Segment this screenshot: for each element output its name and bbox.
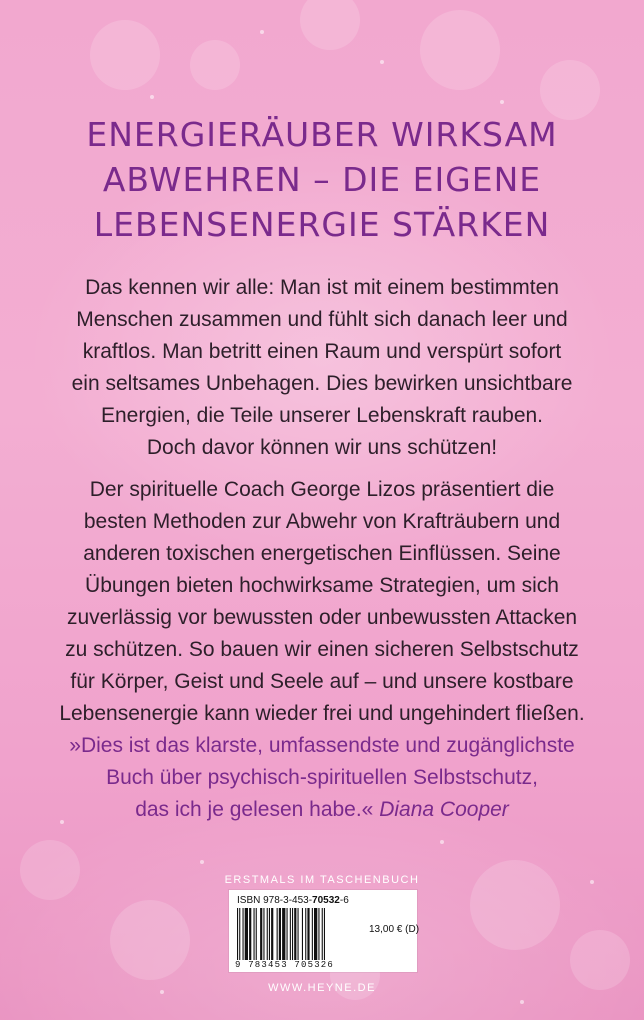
quote-last-line <box>40 794 604 826</box>
quote-line: Buch über psychisch-spirituellen Selbstschutz, <box>106 766 538 789</box>
paragraph-line: kraftlos. Man betritt einen Raum und verspürt sofort <box>82 340 562 363</box>
headline-line: ABWEHREN – DIE EIGENE <box>102 160 542 199</box>
price-label: 13,00 € (D) <box>369 924 420 935</box>
barcode-bar <box>243 908 244 960</box>
isbn-bold: 70532 <box>312 895 340 906</box>
paragraph-line: Menschen zusammen und fühlt sich danach leer und <box>76 308 568 331</box>
barcode-bar <box>249 908 251 960</box>
barcode-bar <box>312 908 313 960</box>
barcode-bar <box>267 908 268 960</box>
paragraph-line: Übungen bieten hochwirksame Strategien, um sich <box>85 574 559 597</box>
barcode-bar <box>260 908 262 960</box>
paragraph-line: Lebensenergie kann wieder frei und ungehindert fließen. <box>59 702 585 725</box>
paragraph-line: Der spirituelle Coach George Lizos präsentiert die <box>89 478 555 501</box>
barcode-bar <box>269 908 270 960</box>
barcode-bar <box>292 908 293 960</box>
paragraph-line: Energien, die Teile unserer Lebenskraft rauben. <box>100 404 544 427</box>
paragraph-line: zuverlässig vor bewussten oder unbewussten Attacken <box>66 606 578 629</box>
barcode-bar <box>314 908 317 960</box>
paragraph-line: anderen toxischen energetischen Einflüssen. Seine <box>83 542 561 565</box>
isbn-suffix: -6 <box>339 895 349 906</box>
barcode-bar <box>271 908 273 960</box>
barcode-bar <box>290 908 291 960</box>
barcode-bar <box>245 908 248 960</box>
barcode-bar <box>256 908 257 960</box>
headline <box>40 112 604 247</box>
description-paragraph <box>40 474 604 730</box>
barcode-bar <box>322 908 323 960</box>
paragraph-line: ein seltsames Unbehagen. Dies bewirken unsichtbare <box>71 372 573 395</box>
endorsement-quote <box>40 730 604 826</box>
barcode-bar <box>237 908 238 960</box>
intro-paragraph <box>40 272 604 464</box>
isbn-number <box>237 895 349 906</box>
barcode-bar <box>298 908 299 960</box>
quote-line: »Dies ist das klarste, umfassendste und zugänglichste <box>69 734 575 757</box>
isbn-prefix: ISBN 978-3-453- <box>237 895 313 906</box>
barcode-digits: 9 783453 705326 <box>235 960 335 970</box>
barcode-bar <box>302 908 303 960</box>
paragraph-line: Doch davor können wir uns schützen! <box>146 436 498 459</box>
barcode-bar <box>254 908 255 960</box>
paragraph-line: zu schützen. So bauen wir einen sicheren Selbstschutz <box>65 638 579 661</box>
barcode-bar <box>239 908 240 960</box>
barcode-bars <box>235 908 363 960</box>
paragraph-line: besten Methoden zur Abwehr von Krafträubern und <box>83 510 561 533</box>
barcode-bar <box>282 908 285 960</box>
barcode-bar <box>277 908 278 960</box>
barcode-bar <box>307 908 309 960</box>
barcode-bar <box>263 908 264 960</box>
barcode-bar <box>279 908 281 960</box>
publisher-website: WWW.HEYNE.DE <box>268 982 376 994</box>
headline-line: LEBENSENERGIE STÄRKEN <box>93 205 551 244</box>
barcode-label <box>229 890 420 972</box>
barcode-bar <box>287 908 288 960</box>
barcode-bar <box>294 908 296 960</box>
paragraph-line: für Körper, Geist und Seele auf – und unsere kostbare <box>70 670 574 693</box>
headline-line: ENERGIERÄUBER WIRKSAM <box>86 115 558 154</box>
quote-line: das ich je gelesen habe.« <box>135 798 374 821</box>
barcode-bar <box>324 908 325 960</box>
quote-author: Diana Cooper <box>379 798 509 821</box>
barcode-bar <box>305 908 306 960</box>
edition-note: ERSTMALS IM TASCHENBUCH <box>224 874 420 886</box>
barcode-bar <box>318 908 319 960</box>
paragraph-line: Das kennen wir alle: Man ist mit einem bestimmten <box>85 276 559 299</box>
